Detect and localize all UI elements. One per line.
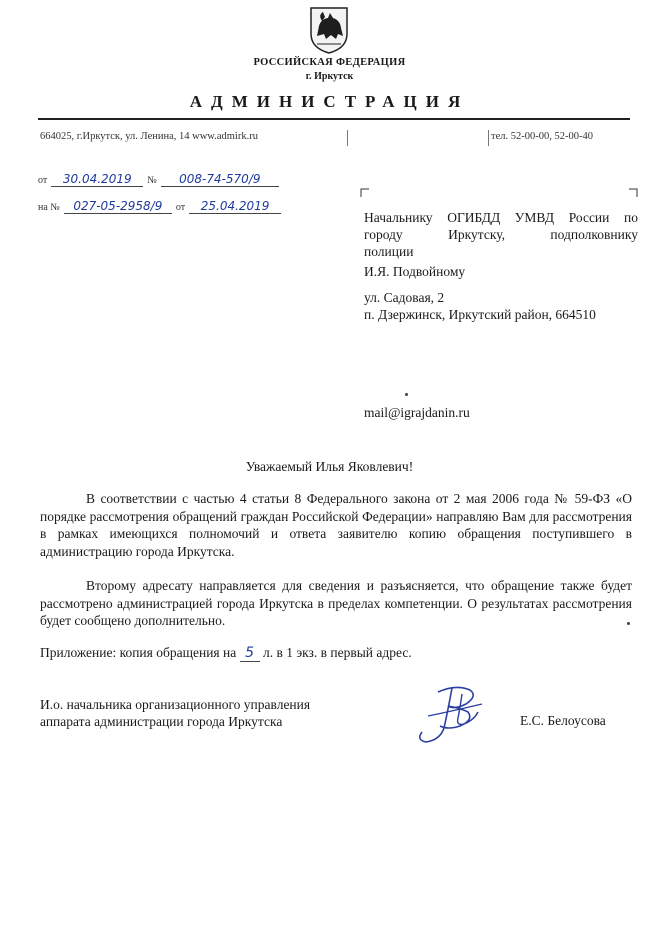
registration-date: 30.04.2019: [51, 172, 143, 187]
country-name: РОССИЙСКАЯ ФЕДЕРАЦИЯ: [253, 57, 406, 68]
registration-number: 008-74-570/9: [161, 172, 279, 187]
addressee-line: полиции: [364, 244, 414, 259]
header-separator: [347, 130, 348, 146]
scan-speck: [405, 393, 408, 396]
coat-of-arms-icon: [309, 6, 349, 54]
reply-date-label: от: [175, 202, 186, 213]
registration-line: [38, 170, 279, 188]
organization-address: 664025, г.Иркутск, ул. Ленина, 14 www.admirk.ru: [40, 131, 258, 142]
signatory-title-line: И.о. начальника организационного управления: [40, 697, 311, 712]
signatory-title: [40, 696, 310, 730]
addressee-locality: п. Дзержинск, Иркутский район, 664510: [364, 307, 596, 322]
number-label: №: [147, 175, 157, 186]
reply-date: 25.04.2019: [189, 199, 281, 214]
attachment-page-count: 5: [240, 645, 260, 662]
body-paragraph: В соответствии с частью 4 статьи 8 Федерального закона от 2 мая 2006 года № 59-ФЗ «О порядке рассмотрения обращений граждан Российской Федерации» направляю Вам для рассмотрения в рамках имеющихся полномочий и ответа заявителю копию обращения поступившего в администрацию города Иркутска.: [40, 491, 632, 559]
greeting: Уважаемый Илья Яковлевич!: [245, 459, 414, 474]
corner-mark: [360, 188, 370, 198]
addressee-street: ул. Садовая, 2: [364, 290, 445, 305]
body-paragraph: Второму адресату направляется для сведения и разъясняется, что обращение также будет рассмотрено администрацией города Иркутска в пределах компетенции. О результатах рассмотрения будет сообщено дополнительно.: [40, 578, 632, 628]
reply-number-label: на №: [38, 202, 60, 213]
addressee-name: И.Я. Подвойному: [364, 264, 466, 279]
attachment-suffix: л. в 1 экз. в первый адрес.: [263, 645, 412, 660]
organization-phone: тел. 52-00-00, 52-00-40: [491, 131, 593, 142]
header-divider: [38, 118, 630, 120]
handwritten-signature-icon: [408, 682, 492, 748]
scan-speck: [627, 622, 630, 625]
attachment-prefix: Приложение: копия обращения на: [40, 645, 237, 660]
header-separator: [488, 130, 489, 146]
signatory-title-line: аппарата администрации города Иркутска: [40, 714, 283, 729]
addressee-line: городу Иркутску, подполковнику: [364, 227, 638, 242]
date-label: от: [38, 175, 48, 186]
signatory-name: Е.С. Белоусова: [520, 713, 606, 728]
addressee-email: mail@igrajdanin.ru: [364, 405, 470, 420]
organization-title: АДМИНИСТРАЦИЯ: [189, 92, 470, 111]
attachment-line: [40, 645, 412, 662]
addressee-line: Начальнику ОГИБДД УМВД России по: [364, 210, 638, 225]
corner-mark: [628, 188, 638, 198]
reply-registration-line: [38, 197, 281, 215]
reply-number: 027-05-2958/9: [64, 199, 172, 214]
city-name: г. Иркутск: [305, 71, 354, 82]
